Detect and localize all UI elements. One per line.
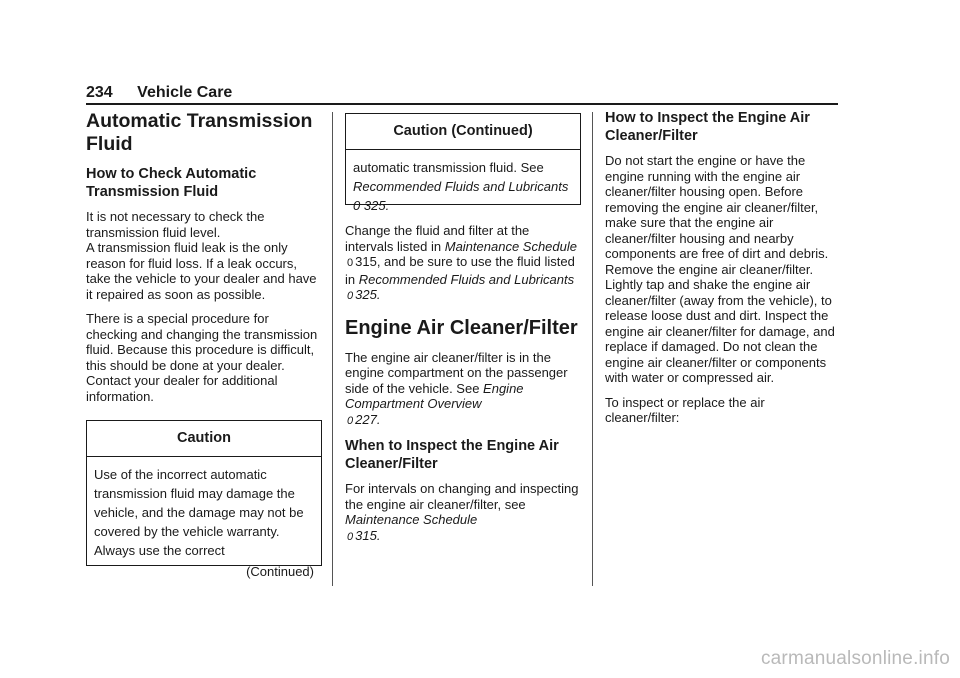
reference-arrow-icon: 0: [347, 530, 354, 543]
reference-arrow-icon: 0: [347, 257, 354, 269]
paragraph-text: The engine air cleaner/filter is in the engine compartment on the passenger side of the vehicle. See: [345, 349, 568, 396]
paragraph-text: A transmission fluid leak is the only reason for fluid loss. If a leak occurs, take the vehicle to your dealer and have it repaired as soon as possible.: [86, 240, 317, 302]
cross-reference-link[interactable]: Engine Compartment Overview: [345, 380, 524, 411]
column-divider: [592, 112, 593, 586]
page-ref-number: 325: [363, 198, 386, 213]
caution-continued: (Continued): [246, 564, 314, 579]
column-2: [345, 113, 581, 554]
caution-body: [346, 150, 580, 221]
paragraph-text: It is not necessary to check the transmission fluid level.: [86, 209, 265, 240]
heading-automatic-transmission-fluid: Automatic Transmission Fluid: [86, 110, 313, 155]
caution-title: Caution (Continued): [346, 114, 580, 150]
page-reference[interactable]: 0 325.: [347, 287, 381, 302]
paragraph: Do not start the engine or have the engine running with the engine air cleaner/filter housing open. Before removing the engine air cleaner/filter, make sure that the engine air cleaner/filter housing and nearby components are free of dirt and debris. Remove the engine air cleaner/filter. Lightly tap and shake the engine air cleaner/filter (away from the vehicle), to release loose dust and dirt. Inspect the engine air cleaner/filter for damage, and replace if damaged. Do not clean the engine air cleaner/filter or components with water or compressed air.: [605, 153, 835, 385]
reference-arrow-icon: 0: [347, 290, 354, 302]
cross-reference-link[interactable]: Recommended Fluids and Lubricants: [353, 179, 569, 194]
paragraph: [345, 223, 581, 305]
page-ref-number: 315: [355, 254, 377, 269]
caution-text: automatic transmission fluid. See: [353, 160, 544, 175]
watermark-text: carmanualsonline.info: [760, 648, 950, 669]
header-rule: [86, 103, 838, 105]
caution-box: [86, 420, 322, 579]
paragraph-text: For intervals on changing and inspecting the engine air cleaner/filter, see: [345, 481, 579, 512]
reference-arrow-icon: 0: [347, 414, 354, 427]
caution-box-continued: [345, 113, 581, 213]
page-reference[interactable]: 0 315.: [347, 527, 381, 543]
paragraph: There is a special procedure for checking and changing the transmission fluid. Because this procedure is difficult, this should be done at your dealer. Contact your dealer for additional information.: [86, 311, 318, 404]
column-3: [605, 110, 841, 435]
paragraph: [86, 209, 322, 302]
cross-reference-link[interactable]: Maintenance Schedule: [345, 512, 478, 527]
page-reference[interactable]: 0 325.: [353, 198, 390, 213]
section-title: Vehicle Care: [137, 84, 233, 101]
page-ref-number: 315: [355, 527, 377, 543]
cross-reference-link[interactable]: Recommended Fluids and Lubricants: [358, 271, 575, 287]
paragraph: [345, 350, 581, 430]
column-1: [86, 110, 322, 579]
caution-title: Caution: [87, 421, 321, 457]
caution-body: Use of the incorrect automatic transmission fluid may damage the vehicle, and the damage may not be covered by the vehicle warranty. Always use the correct: [94, 467, 304, 558]
heading-engine-air-cleaner: Engine Air Cleaner/Filter: [345, 316, 578, 339]
reference-arrow-icon: 0: [353, 198, 361, 213]
subheading-how-to-inspect: How to Inspect the Engine Air Cleaner/Filter: [605, 110, 810, 144]
page-ref-number: 227: [355, 411, 377, 427]
page-header: [86, 84, 838, 102]
page-number: 234: [86, 84, 113, 101]
column-divider: [332, 112, 333, 586]
paragraph-text: Change the fluid and filter at the intervals listed in: [345, 223, 530, 254]
page-reference[interactable]: [345, 254, 377, 269]
page-reference[interactable]: 0 227.: [347, 411, 381, 427]
paragraph-text: , and be sure to use the fluid listed in: [345, 254, 575, 287]
subheading-when-to-inspect: When to Inspect the Engine Air Cleaner/Filter: [345, 438, 559, 472]
paragraph: [345, 481, 581, 545]
subheading-how-to-check: How to Check Automatic Transmission Fluid: [86, 166, 257, 200]
cross-reference-link[interactable]: Maintenance Schedule: [444, 238, 577, 254]
page-ref-number: 325: [355, 287, 377, 302]
paragraph: To inspect or replace the air cleaner/filter:: [605, 394, 765, 425]
